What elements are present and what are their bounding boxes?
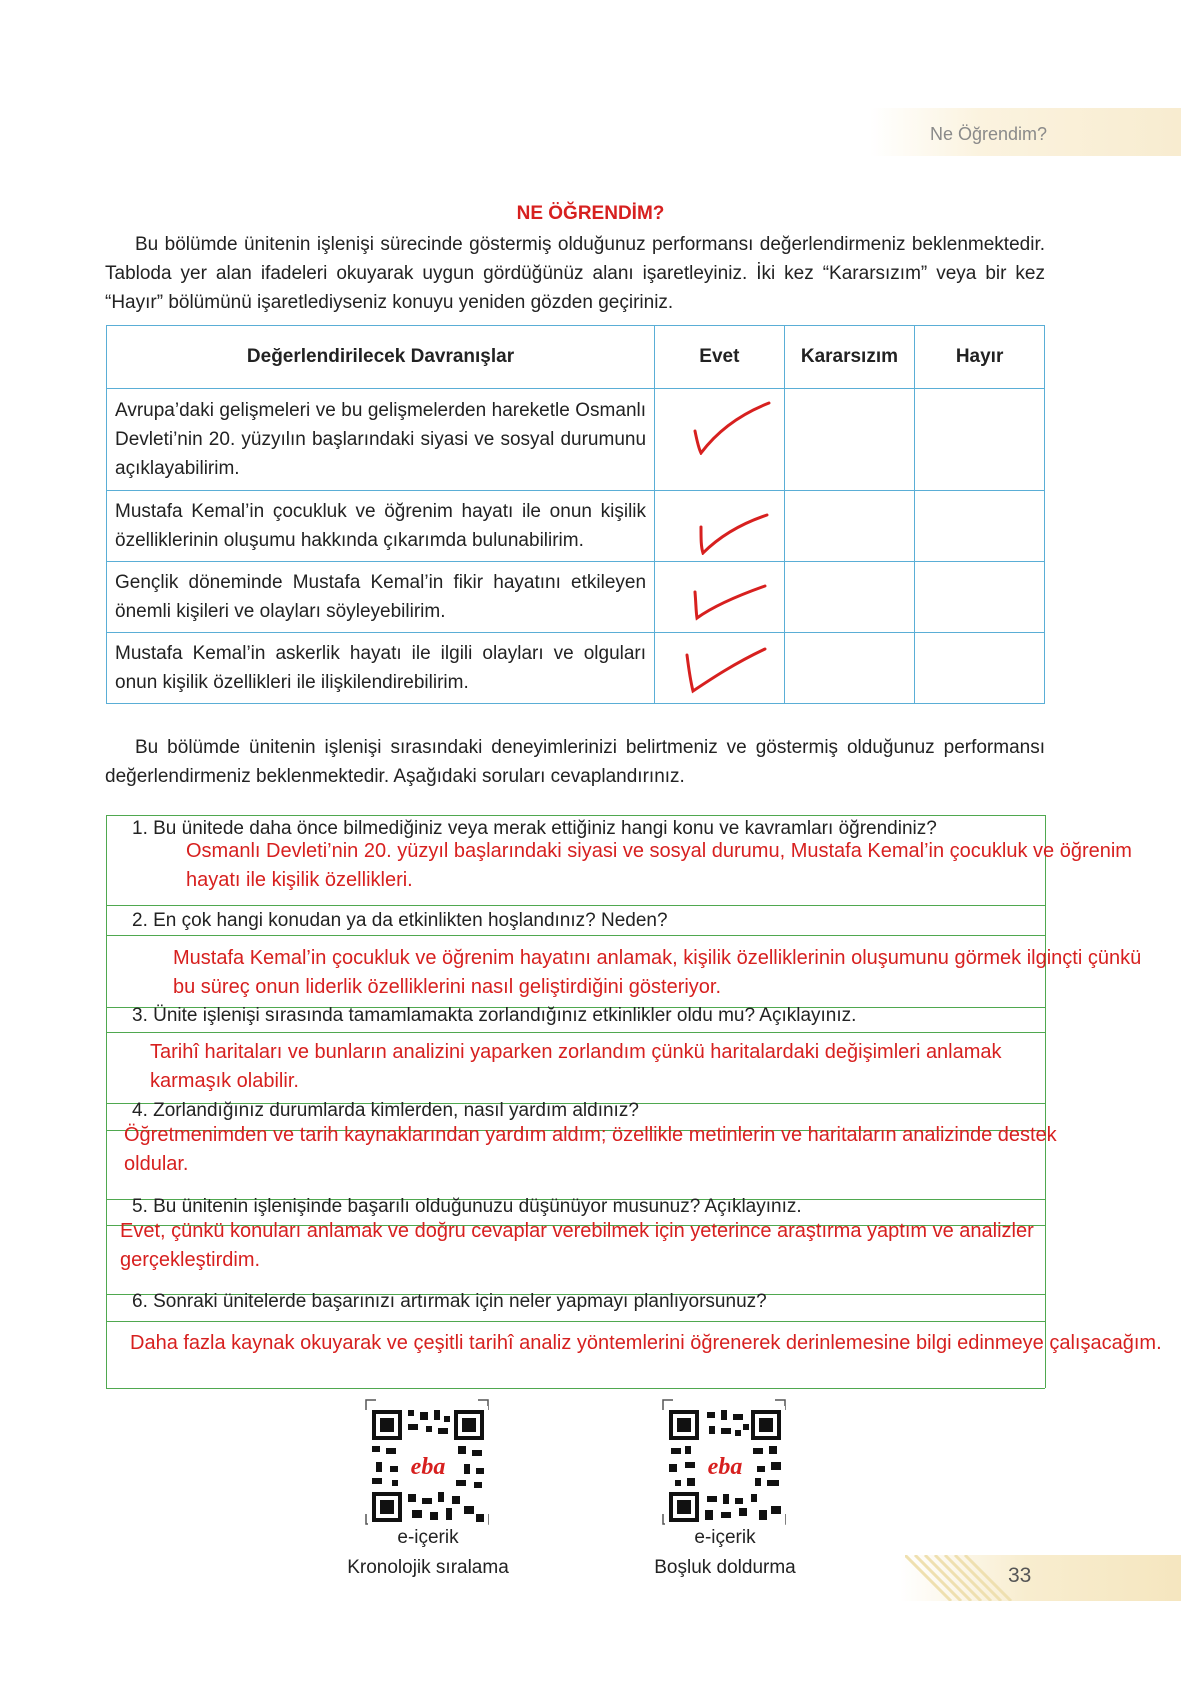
table-row (107, 562, 1045, 633)
box-line (106, 815, 1045, 816)
question-2: 2. En çok hangi konudan ya da etkinlikten hoşlandınız? Neden? (132, 910, 668, 931)
question-5: 5. Bu ünitenin işlenişinde başarılı olduğunuzu düşünüyor musunuz? Açıklayınız. (132, 1196, 802, 1217)
answer-2[interactable]: Mustafa Kemal’in çocukluk ve öğrenim hayatını anlamak, kişilik özelliklerinin oluşumunu görmek ilginçti çünkü bu süreç onun liderlik özelliklerini nasıl geliştirdiğini gösteriyor. (173, 947, 1142, 998)
behaviour-text: Avrupa’daki gelişmeleri ve bu gelişmelerden hareketle Osmanlı Devleti’nin 20. yüzyılın başlarındaki siyasi ve sosyal durumunu açıklayabilirim. (107, 389, 655, 491)
box-line (106, 815, 107, 1388)
box-line (106, 905, 1045, 906)
table-row (107, 633, 1045, 704)
intro-paragraph: Bu bölümde ünitenin işlenişi sürecinde göstermiş olduğunuz performansı değerlendirmeniz beklenmektedir. Tabloda yer alan ifadeleri okuyarak uygun gördüğünüz alanı işaretleyiniz. İki kez “Kararsızım” veya bir kez “Hayır” bölümünü işaretlediyseniz konuyu yeniden gözden geçiriniz. (105, 234, 1045, 313)
handwritten-check-icon (683, 497, 773, 555)
answer-5[interactable]: Evet, çünkü konuları anlamak ve doğru cevaplar verebilmek için yeterince araştırma yaptım ve analizler gerçekleştirdim. (120, 1220, 1034, 1271)
econtent-caption[interactable]: Kronolojik sıralama (347, 1557, 509, 1578)
econtent-label: e-içerik (694, 1527, 756, 1548)
no-cell[interactable] (915, 389, 1045, 491)
column-header-behaviours: Değerlendirilecek Davranışlar (107, 326, 655, 389)
column-header-undecided: Kararsızım (784, 326, 915, 389)
question-4: 4. Zorlandığınız durumlarda kimlerden, nasıl yardım aldınız? (132, 1100, 639, 1121)
table-row (107, 491, 1045, 562)
question-1: 1. Bu ünitede daha önce bilmediğiniz veya merak ettiğiniz hangi konu ve kavramları öğrendiniz? (132, 818, 937, 839)
handwritten-check-icon (683, 639, 773, 697)
behaviour-text: Mustafa Kemal’in çocukluk ve öğrenim hayatı ile onun kişilik özelliklerinin oluşumu hakkında çıkarımda bulunabilirim. (107, 491, 655, 562)
question-6: 6. Sonraki ünitelerde başarınızı artırmak için neler yapmayı planlıyorsunuz? (132, 1291, 767, 1312)
undecided-cell[interactable] (784, 562, 915, 633)
answer-4[interactable]: Öğretmenimden ve tarih kaynaklarından yardım aldım; özellikle metinlerin ve haritaların analizinde destek oldular. (124, 1124, 1057, 1175)
no-cell[interactable] (915, 491, 1045, 562)
box-line (1045, 815, 1046, 1388)
self-assessment-table (106, 325, 1045, 704)
handwritten-check-icon (683, 397, 773, 455)
eba-logo: eba (410, 1454, 446, 1480)
handwritten-check-icon (683, 568, 773, 626)
econtent-caption[interactable]: Boşluk doldurma (654, 1557, 796, 1578)
table-header-row (107, 326, 1045, 389)
box-line (106, 1388, 1045, 1389)
column-header-yes: Evet (655, 326, 785, 389)
yes-cell[interactable] (655, 562, 785, 633)
behaviour-text: Gençlik döneminde Mustafa Kemal’in fikir hayatını etkileyen önemli kişileri ve olayları söyleyebilirim. (107, 562, 655, 633)
page-number: 33 (1008, 1564, 1032, 1587)
econtent-label: e-içerik (397, 1527, 459, 1548)
question-3: 3. Ünite işlenişi sırasında tamamlamakta zorlandığınız etkinlikler oldu mu? Açıklayınız. (132, 1005, 857, 1026)
yes-cell[interactable] (655, 491, 785, 562)
box-line (106, 1321, 1045, 1322)
undecided-cell[interactable] (784, 633, 915, 704)
answer-6[interactable]: Daha fazla kaynak okuyarak ve çeşitli tarihî analiz yöntemlerini öğrenerek derinlemesine bilgi edinmeye çalışacağım. (130, 1332, 1162, 1354)
column-header-no: Hayır (915, 326, 1045, 389)
box-line (106, 1032, 1045, 1033)
undecided-cell[interactable] (784, 389, 915, 491)
yes-cell[interactable] (655, 389, 785, 491)
no-cell[interactable] (915, 633, 1045, 704)
yes-cell[interactable] (655, 633, 785, 704)
box-line (106, 935, 1045, 936)
eba-logo: eba (707, 1454, 743, 1480)
section-header: Ne Öğrendim? (930, 124, 1048, 144)
qr-code-icon[interactable] (665, 1406, 785, 1526)
qr-code-icon[interactable] (368, 1406, 488, 1526)
reflection-intro: Bu bölümde ünitenin işlenişi sırasındaki deneyimlerinizi belirtmeniz ve göstermiş olduğunuz performansı değerlendirmeniz beklenmektedir. Aşağıdaki soruları cevaplandırınız. (105, 737, 1045, 787)
footer-stripes (905, 1555, 1015, 1601)
answer-3[interactable]: Tarihî haritaları ve bunların analizini yaparken zorlandım çünkü haritalardaki değişimleri anlamak karmaşık olabilir. (150, 1041, 1002, 1092)
answer-1[interactable]: Osmanlı Devleti’nin 20. yüzyıl başlarındaki siyasi ve sosyal durumu, Mustafa Kemal’in çocukluk ve öğrenim hayatı ile kişilik özellikleri. (186, 840, 1132, 891)
page-title: NE ÖĞRENDİM? (516, 203, 665, 224)
undecided-cell[interactable] (784, 491, 915, 562)
no-cell[interactable] (915, 562, 1045, 633)
table-row (107, 389, 1045, 491)
behaviour-text: Mustafa Kemal’in askerlik hayatı ile ilgili olayları ve olguları onun kişilik özellikleri ile ilişkilendirebilirim. (107, 633, 655, 704)
